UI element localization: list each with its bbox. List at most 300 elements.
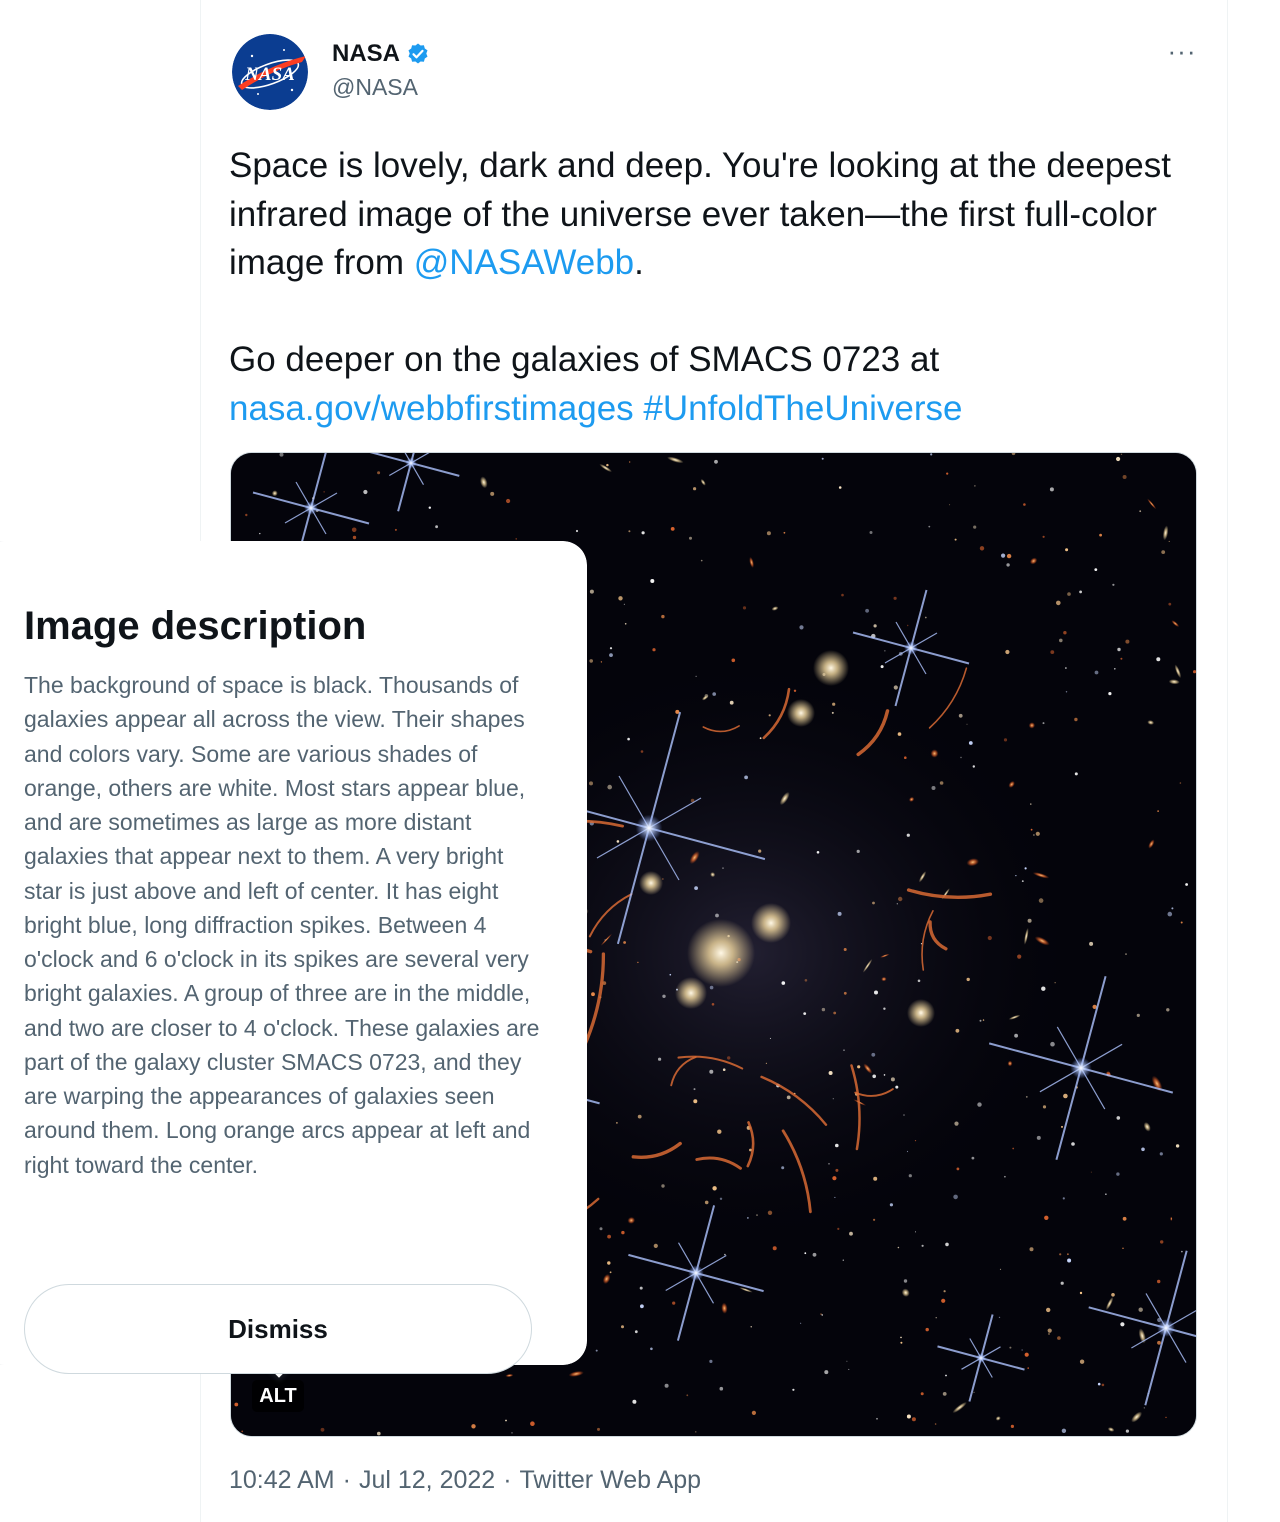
faint-galaxy — [1025, 867, 1027, 869]
faint-galaxy — [395, 529, 397, 531]
faint-galaxy — [642, 531, 645, 534]
tweet-text — [229, 142, 1204, 433]
faint-galaxy — [792, 1389, 794, 1391]
faint-galaxy — [921, 1392, 924, 1395]
faint-galaxy — [890, 1203, 893, 1206]
faint-galaxy — [654, 1244, 658, 1248]
faint-galaxy — [904, 1279, 907, 1282]
faint-galaxy — [832, 703, 835, 706]
faint-galaxy — [650, 1348, 653, 1351]
faint-galaxy — [805, 979, 808, 982]
faint-galaxy — [727, 1056, 730, 1059]
faint-galaxy — [872, 902, 875, 905]
faint-galaxy — [949, 504, 950, 505]
faint-galaxy — [928, 526, 930, 528]
faint-galaxy — [794, 690, 796, 692]
popup-title: Image description — [24, 604, 367, 648]
faint-galaxy — [988, 936, 992, 940]
faint-galaxy — [670, 974, 672, 976]
cluster-galaxy — [639, 871, 663, 895]
faint-galaxy — [999, 1317, 1000, 1318]
faint-galaxy — [956, 1029, 960, 1033]
faint-galaxy — [953, 1195, 958, 1200]
faint-galaxy — [435, 525, 438, 528]
faint-galaxy — [1050, 487, 1054, 491]
faint-galaxy — [1095, 671, 1099, 675]
faint-galaxy — [624, 604, 625, 605]
faint-galaxy — [732, 659, 736, 663]
faint-galaxy — [1015, 875, 1016, 876]
faint-galaxy — [1005, 650, 1009, 654]
faint-galaxy — [743, 606, 746, 609]
faint-galaxy — [1074, 718, 1077, 721]
more-dots-icon[interactable]: ··· — [1167, 36, 1197, 66]
faint-galaxy — [1067, 592, 1071, 596]
faint-galaxy — [903, 1114, 905, 1116]
faint-galaxy — [1011, 1425, 1014, 1428]
faint-galaxy — [829, 1071, 833, 1075]
faint-galaxy — [1004, 1176, 1006, 1178]
faint-galaxy — [621, 1325, 624, 1328]
faint-galaxy — [377, 471, 380, 474]
faint-galaxy — [712, 1003, 715, 1006]
faint-galaxy — [832, 1176, 836, 1180]
faint-galaxy — [1023, 503, 1026, 506]
faint-galaxy — [832, 712, 834, 714]
faint-galaxy — [898, 732, 902, 736]
hashtag-link[interactable]: #UnfoldTheUniverse — [643, 388, 963, 428]
faint-galaxy — [1043, 536, 1045, 538]
faint-galaxy — [865, 609, 869, 613]
faint-galaxy — [835, 1144, 839, 1148]
faint-galaxy — [1157, 1280, 1160, 1283]
faint-galaxy — [1043, 1105, 1046, 1108]
faint-galaxy — [516, 538, 517, 539]
faint-galaxy — [770, 1038, 771, 1039]
faint-galaxy — [1079, 591, 1082, 594]
faint-galaxy — [940, 781, 944, 785]
faint-galaxy — [623, 941, 626, 944]
faint-galaxy — [1065, 548, 1068, 551]
faint-galaxy — [641, 750, 644, 753]
faint-galaxy — [1144, 1407, 1145, 1408]
faint-galaxy — [1111, 1293, 1115, 1297]
faint-galaxy — [618, 596, 622, 600]
faint-galaxy — [883, 1008, 885, 1010]
faint-galaxy — [1066, 691, 1067, 692]
faint-galaxy — [640, 1304, 644, 1308]
faint-galaxy — [720, 1198, 722, 1200]
source-app[interactable]: Twitter Web App — [519, 1466, 702, 1494]
faint-galaxy — [967, 978, 970, 981]
faint-galaxy — [694, 1088, 696, 1090]
faint-galaxy — [837, 1228, 839, 1230]
faint-galaxy — [638, 1115, 642, 1119]
faint-galaxy — [1025, 1353, 1029, 1357]
faint-galaxy — [689, 537, 692, 540]
faint-galaxy — [696, 676, 697, 677]
paragraph-gap — [229, 288, 1204, 337]
faint-galaxy — [671, 527, 675, 531]
faint-galaxy — [609, 653, 613, 657]
faint-galaxy — [973, 1392, 974, 1393]
faint-galaxy — [894, 685, 898, 689]
faint-galaxy — [1056, 601, 1061, 606]
faint-galaxy — [1157, 810, 1159, 812]
faint-galaxy — [635, 1330, 638, 1333]
author-name-text: NASA — [332, 40, 401, 67]
faint-galaxy — [1048, 1329, 1052, 1333]
faint-galaxy — [895, 1086, 898, 1089]
faint-galaxy — [900, 1337, 902, 1339]
faint-galaxy — [1065, 667, 1067, 669]
cluster-galaxy — [675, 977, 707, 1009]
author-name[interactable] — [332, 40, 430, 68]
faint-galaxy — [596, 1350, 598, 1352]
faint-galaxy — [661, 615, 664, 618]
faint-galaxy — [824, 1370, 828, 1374]
faint-galaxy — [675, 710, 679, 714]
faint-galaxy — [1050, 650, 1054, 654]
faint-galaxy — [1126, 1430, 1129, 1433]
faint-galaxy — [1050, 1042, 1055, 1047]
faint-galaxy — [1007, 554, 1011, 558]
faint-galaxy — [784, 532, 786, 534]
faint-galaxy — [429, 507, 431, 509]
cluster-galaxy — [907, 999, 935, 1027]
faint-galaxy — [1063, 1197, 1065, 1199]
faint-galaxy — [714, 460, 718, 464]
faint-galaxy — [1168, 603, 1171, 606]
faint-galaxy — [1105, 1194, 1106, 1195]
faint-galaxy — [1044, 1216, 1048, 1220]
faint-galaxy — [822, 1314, 823, 1315]
faint-galaxy — [781, 1166, 784, 1169]
cluster-galaxy — [751, 903, 791, 943]
faint-galaxy — [1166, 1008, 1169, 1011]
faint-galaxy — [1046, 1308, 1050, 1312]
faint-galaxy — [1026, 1096, 1028, 1098]
faint-galaxy — [607, 1235, 611, 1239]
faint-galaxy — [662, 878, 663, 879]
faint-galaxy — [1014, 1034, 1018, 1038]
faint-galaxy — [943, 1392, 947, 1396]
faint-galaxy — [857, 850, 860, 853]
faint-galaxy — [694, 886, 698, 890]
faint-galaxy — [922, 1245, 924, 1247]
faint-galaxy — [857, 1065, 860, 1068]
faint-galaxy — [874, 991, 878, 995]
faint-galaxy — [693, 487, 696, 490]
faint-galaxy — [695, 1431, 696, 1432]
faint-galaxy — [1102, 1384, 1105, 1387]
faint-galaxy — [969, 741, 973, 745]
faint-galaxy — [915, 1140, 916, 1141]
faint-galaxy — [1099, 534, 1102, 537]
faint-galaxy — [769, 714, 771, 716]
url-link[interactable]: nasa.gov/webbfirstimages — [229, 388, 634, 428]
separator: · — [503, 1466, 512, 1494]
faint-galaxy — [817, 851, 820, 854]
faint-galaxy — [1137, 1014, 1140, 1017]
faint-galaxy — [715, 914, 719, 918]
faint-galaxy — [907, 625, 908, 626]
faint-galaxy — [941, 1299, 945, 1303]
faint-galaxy — [471, 1424, 475, 1428]
faint-galaxy — [1094, 568, 1097, 571]
faint-galaxy — [932, 786, 936, 790]
faint-galaxy — [834, 1197, 835, 1198]
faint-galaxy — [926, 1328, 929, 1331]
faint-galaxy — [907, 1415, 911, 1419]
faint-galaxy — [710, 986, 714, 990]
tweet-timestamp — [229, 1466, 701, 1495]
faint-galaxy — [828, 1163, 830, 1165]
faint-galaxy — [1181, 1251, 1183, 1253]
faint-galaxy — [1157, 1341, 1161, 1345]
faint-galaxy — [1185, 883, 1188, 886]
faint-galaxy — [234, 1403, 238, 1407]
verified-badge-icon — [406, 42, 430, 66]
faint-galaxy — [490, 492, 494, 496]
faint-galaxy — [591, 992, 595, 996]
faint-galaxy — [712, 692, 716, 696]
faint-galaxy — [752, 1411, 756, 1415]
faint-galaxy — [672, 1302, 675, 1305]
faint-galaxy — [1114, 668, 1116, 670]
faint-galaxy — [1120, 658, 1122, 660]
faint-galaxy — [977, 1102, 981, 1106]
faint-galaxy — [972, 1157, 975, 1160]
faint-galaxy — [1017, 955, 1021, 959]
separator: · — [342, 1466, 351, 1494]
faint-galaxy — [983, 1019, 984, 1020]
faint-galaxy — [835, 1169, 838, 1172]
faint-galaxy — [245, 514, 247, 516]
faint-galaxy — [800, 1323, 801, 1324]
faint-galaxy — [1059, 1253, 1061, 1255]
faint-galaxy — [881, 665, 884, 668]
faint-galaxy — [590, 590, 594, 594]
faint-galaxy — [1121, 454, 1122, 455]
author-handle[interactable]: @NASA — [332, 74, 418, 100]
faint-galaxy — [589, 781, 593, 785]
faint-galaxy — [712, 1186, 716, 1190]
faint-galaxy — [751, 1326, 752, 1327]
faint-galaxy — [352, 528, 357, 533]
faint-galaxy — [1117, 648, 1120, 651]
faint-galaxy — [884, 1074, 886, 1076]
faint-galaxy — [909, 1174, 912, 1177]
faint-galaxy — [1089, 942, 1093, 946]
faint-galaxy — [1171, 907, 1173, 909]
faint-galaxy — [822, 1008, 825, 1011]
timestamp-time[interactable]: 10:42 AM — [229, 1466, 335, 1494]
faint-galaxy — [897, 903, 898, 904]
faint-galaxy — [872, 1075, 876, 1079]
faint-galaxy — [973, 526, 976, 529]
faint-galaxy — [607, 1261, 610, 1264]
faint-galaxy — [1033, 834, 1035, 836]
faint-galaxy — [1061, 1126, 1063, 1128]
faint-galaxy — [782, 981, 786, 985]
faint-galaxy — [945, 1375, 947, 1377]
faint-galaxy — [915, 1231, 916, 1232]
faint-galaxy — [1108, 692, 1111, 695]
faint-galaxy — [1028, 919, 1032, 923]
dismiss-button[interactable]: Dismiss — [24, 1284, 532, 1374]
faint-galaxy — [259, 533, 260, 534]
faint-galaxy — [640, 1287, 643, 1290]
faint-galaxy — [747, 1217, 749, 1219]
faint-galaxy — [1169, 541, 1170, 542]
faint-galaxy — [1022, 880, 1024, 882]
faint-galaxy — [954, 1122, 958, 1126]
tweet-text-part: Space is lovely, dark and deep. You're looking at the deepest infrared image of the universe ever taken—the first full-color image from — [229, 146, 1171, 282]
faint-galaxy — [904, 756, 907, 759]
faint-galaxy — [959, 714, 963, 718]
faint-galaxy — [1037, 1136, 1041, 1140]
faint-galaxy — [1176, 1144, 1179, 1147]
faint-galaxy — [973, 765, 975, 767]
faint-galaxy — [945, 1243, 949, 1247]
faint-galaxy — [661, 1184, 664, 1187]
faint-galaxy — [907, 1151, 908, 1152]
faint-galaxy — [1160, 1240, 1163, 1243]
faint-galaxy — [530, 1421, 535, 1426]
faint-galaxy — [600, 1227, 603, 1230]
mention-link[interactable]: @NASAWebb — [413, 243, 635, 282]
faint-galaxy — [803, 1012, 806, 1015]
faint-galaxy — [607, 785, 612, 790]
faint-galaxy — [1061, 1282, 1064, 1285]
faint-galaxy — [589, 659, 593, 663]
faint-galaxy — [1039, 898, 1044, 903]
faint-galaxy — [787, 1096, 791, 1100]
faint-galaxy — [621, 1231, 624, 1234]
faint-galaxy — [1048, 1333, 1049, 1334]
alt-badge[interactable]: ALT — [252, 1380, 304, 1412]
popup-description: The background of space is black. Thousands of galaxies appear all across the view. Their shapes and colors vary. Some are various shades of orange, others are white. Most stars appear blue, and are sometimes as large as more distant galaxies that appear next to them. A very bright star is just above and left of center. It has eight bright blue, long diffraction spikes. Between 4 o'clock and 6 o'clock in its spikes are several very bright galaxies. A group of three are in the middle, and two are closer to 4 o'clock. These galaxies are part of the galaxy cluster SMACS 0723, and they are warping the appearances of galaxies seen around them. Long orange arcs appear at left and right toward the center. — [24, 672, 540, 1178]
faint-galaxy — [1123, 1217, 1127, 1221]
faint-galaxy — [724, 1254, 726, 1256]
faint-galaxy — [576, 530, 578, 532]
faint-galaxy — [1000, 1269, 1001, 1270]
faint-galaxy — [891, 1077, 895, 1081]
faint-galaxy — [705, 1201, 709, 1205]
faint-galaxy — [658, 1058, 661, 1061]
faint-galaxy — [844, 992, 847, 995]
faint-galaxy — [506, 499, 510, 503]
faint-galaxy — [767, 531, 771, 535]
faint-galaxy — [813, 1253, 817, 1257]
faint-galaxy — [1080, 1360, 1084, 1364]
faint-galaxy — [799, 625, 803, 629]
faint-galaxy — [632, 1400, 636, 1404]
faint-galaxy — [717, 1130, 721, 1134]
faint-galaxy — [353, 536, 356, 539]
tweet-paragraph-2 — [229, 336, 1204, 433]
faint-galaxy — [846, 1361, 847, 1362]
faint-galaxy — [822, 458, 824, 460]
faint-galaxy — [1012, 1148, 1014, 1150]
faint-galaxy — [1168, 912, 1173, 917]
timestamp-date[interactable]: Jul 12, 2022 — [358, 1466, 496, 1494]
faint-galaxy — [1063, 631, 1066, 634]
faint-galaxy — [722, 867, 724, 869]
faint-galaxy — [1055, 982, 1056, 983]
faint-galaxy — [907, 834, 910, 837]
faint-galaxy — [873, 1219, 875, 1221]
faint-galaxy — [980, 1020, 982, 1022]
faint-galaxy — [1181, 922, 1183, 924]
faint-galaxy — [627, 738, 630, 741]
faint-galaxy — [1006, 563, 1009, 566]
faint-galaxy — [974, 485, 975, 486]
faint-galaxy — [870, 531, 873, 534]
faint-galaxy — [629, 461, 630, 462]
faint-galaxy — [597, 1428, 600, 1431]
faint-galaxy — [601, 661, 602, 662]
faint-galaxy — [1116, 1172, 1119, 1175]
faint-galaxy — [701, 560, 703, 562]
faint-galaxy — [625, 623, 627, 625]
faint-galaxy — [1098, 1383, 1101, 1386]
faint-galaxy — [1071, 1142, 1075, 1146]
tweet-text-part: . — [634, 243, 644, 282]
faint-galaxy — [650, 579, 654, 583]
faint-galaxy — [773, 1246, 777, 1250]
faint-galaxy — [324, 491, 325, 492]
faint-galaxy — [1062, 1429, 1066, 1433]
faint-galaxy — [955, 539, 957, 541]
faint-galaxy — [1036, 832, 1040, 836]
faint-galaxy — [766, 1063, 767, 1064]
faint-galaxy — [1141, 1148, 1145, 1152]
faint-galaxy — [1043, 722, 1045, 724]
faint-galaxy — [1059, 639, 1063, 643]
faint-galaxy — [662, 995, 665, 998]
faint-galaxy — [1120, 1322, 1124, 1326]
faint-galaxy — [1009, 1347, 1011, 1349]
faint-galaxy — [1123, 475, 1127, 479]
faint-galaxy — [884, 650, 885, 651]
faint-galaxy — [1030, 1247, 1034, 1251]
faint-galaxy — [833, 1098, 834, 1099]
faint-galaxy — [871, 1053, 875, 1057]
faint-galaxy — [843, 1260, 844, 1261]
faint-galaxy — [898, 1247, 900, 1249]
faint-galaxy — [946, 473, 948, 475]
faint-galaxy — [756, 1214, 757, 1215]
avatar[interactable] — [232, 34, 308, 110]
faint-galaxy — [925, 617, 927, 619]
tweet-paragraph-1 — [229, 142, 1204, 288]
faint-galaxy — [628, 530, 630, 532]
faint-galaxy — [1165, 1417, 1166, 1418]
faint-galaxy — [363, 490, 367, 494]
faint-galaxy — [804, 1252, 806, 1254]
faint-galaxy — [760, 737, 762, 739]
faint-galaxy — [1067, 1259, 1071, 1263]
faint-galaxy — [1057, 1336, 1061, 1340]
faint-galaxy — [610, 1271, 612, 1273]
faint-galaxy — [841, 594, 844, 597]
faint-galaxy — [820, 1313, 821, 1314]
faint-galaxy — [967, 724, 968, 725]
faint-galaxy — [1156, 657, 1160, 661]
faint-galaxy — [918, 980, 921, 983]
